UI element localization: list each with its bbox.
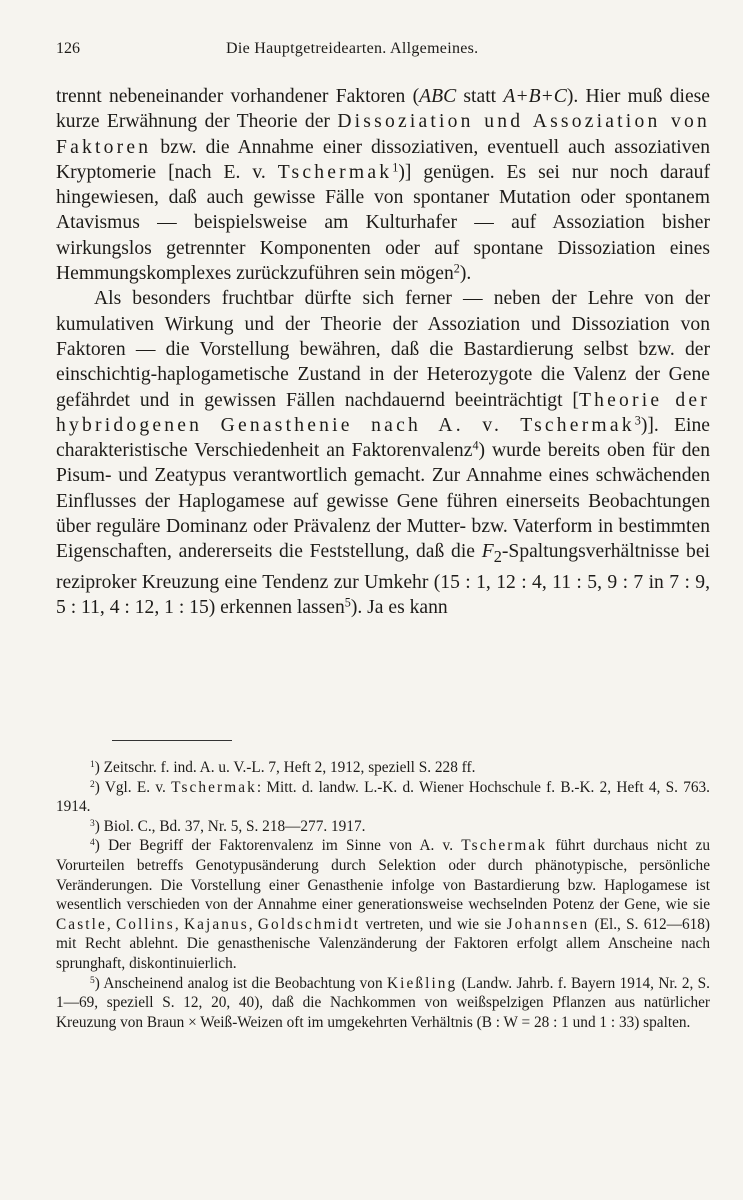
footnote-3 [56, 817, 710, 837]
paragraph-1 [56, 84, 710, 286]
footnote-mark: 5 [90, 975, 95, 986]
text: ). Ja es kann [350, 596, 448, 618]
text: (El., S. 612—618) mit Recht ablehnt. Die genasthenische Valenzänderung der Faktoren erfolgt allem Anscheine nach sprunghaft, diskontinuierlich. [56, 915, 711, 972]
text: ). [459, 263, 472, 285]
footnote-2 [56, 778, 710, 817]
text: ) Anscheinend analog ist die Beobachtung von [94, 974, 387, 992]
author-name: Castle [56, 915, 107, 933]
author-name: Johannsen [506, 915, 590, 933]
author-name: Tschermak [461, 837, 548, 855]
footnote-ref[interactable]: 4 [472, 438, 479, 453]
main-text [56, 84, 710, 620]
running-title: Die Hauptgetreidearten. Allgemeines. [226, 40, 479, 57]
text: ). Hier muß diese kurze Erwähnung der Theorie der [56, 86, 710, 133]
text: , [106, 915, 116, 933]
footnote-ref[interactable]: 2 [453, 261, 460, 276]
spaced-term: Dissoziation und Assoziation von Faktoren [56, 111, 711, 158]
text: ) wurde bereits oben für den Pisum- und Zeatypus verantwortlich gemacht. Zur Annahme eines schwächenden Einflusses der Haplogamese auf gewisse Gene führen einerseits Beobachtungen über reguläre Dominanz oder Prävalenz der Mutter- bzw. Vaterform in bestimmten Eigenschaften, andererseits die Feststellung, daß die [56, 440, 711, 563]
text: )]. Eine charakteristische Verschiedenheit an Faktorenvalenz [56, 414, 710, 462]
footnote-mark: 4 [90, 838, 95, 849]
text: )] genügen. Es sei nur noch darauf hingewiesen, daß auch gewisse Fälle von spontaner Mutation oder spontanem Atavismus — beispielsweise am Kulturhafer — auf Assoziation bisher wirkungslos getrennter Komponenten oder auf spontane Dissoziation eines Hemmungskomplexes zurückzuführen sein mögen [56, 161, 710, 285]
text: -Spaltungsverhältnisse bei reziproker Kreuzung eine Tendenz zur Umkehr (15 : 1, 12 : 4, 11 : 5, 9 : 7 in 7 : 9, 5 : 11, 4 : 12, 1 : 15) erkennen lassen [56, 541, 710, 618]
author-name: Kießling [386, 974, 458, 992]
footnote-1 [56, 758, 710, 778]
text: trennt nebeneinander vorhandener Faktoren ( [56, 86, 420, 107]
footnote-ref[interactable]: 5 [344, 595, 351, 610]
text: : Mitt. d. landw. L.-K. d. Wiener Hochschule f. B.-K. 2, Heft 4, S. 763. 1914. [56, 778, 710, 816]
text: vertreten, und wie sie [360, 915, 507, 933]
spaced-term: Theorie der hybridogenen Genasthenie nach A. v. Tschermak [56, 389, 710, 436]
formula-a-b-c: A+B+C [503, 86, 567, 107]
author-name: Tschermak [277, 161, 393, 183]
formula-abc: ABC [419, 86, 457, 107]
author-name: Kajanus [183, 915, 249, 933]
footnote-ref[interactable]: 1 [392, 160, 399, 175]
paragraph-2 [56, 286, 710, 620]
page-header [56, 40, 691, 64]
text: , [248, 915, 258, 933]
author-name: Collins [115, 915, 175, 933]
footnote-ref[interactable]: 3 [634, 413, 641, 428]
text: Als besonders fruchtbar dürfte sich ferner — neben der Lehre von der kumulativen Wirkung und der Theorie der Assoziation und Dissoziation von Faktoren — die Vorstellung bewähren, daß die Bastardierung selbst bzw. der einschichtig-haplogametische Zustand in der Heterozygote die Valenz der Gene gefährdet und in gewissen Fällen nachdauernd beeinträchtigt [ [56, 288, 710, 411]
subscript: 2 [493, 547, 502, 567]
text: ) Vgl. E. v. [94, 778, 172, 796]
text: bzw. die Annahme einer dissoziativen, eventuell auch assoziativen Kryptomerie [nach E. v. [56, 136, 710, 183]
footnote-mark: 1 [90, 759, 95, 770]
formula-f2: F [481, 541, 494, 563]
text: ) Biol. C., Bd. 37, Nr. 5, S. 218—277. 1917. [94, 817, 366, 835]
footnote-divider [112, 740, 232, 741]
author-name: Tschermak [171, 778, 257, 796]
text: , [174, 915, 184, 933]
text: ) Der Begriff der Faktorenvalenz im Sinne von A. v. [94, 837, 462, 855]
text: statt [456, 86, 504, 107]
footnote-mark: 2 [90, 779, 95, 790]
footnotes [56, 758, 710, 1032]
author-name: Goldschmidt [257, 915, 361, 933]
footnote-4 [56, 836, 710, 973]
text: ) Zeitschr. f. ind. A. u. V.-L. 7, Heft 2, 1912, speziell S. 228 ff. [94, 759, 476, 776]
footnote-mark: 3 [90, 818, 95, 829]
text: führt durchaus nicht zu Vorurteilen betreffs Genotypusänderung durch Selektion oder durch phänotypische, persönliche Veränderungen. Die Vorstellung einer Genasthenie infolge von Bastardierung bzw. Haplogamese ist wesentlich verschieden von der Annahme einer generationsweise wechselnden Potenz der Gene, wie sie [56, 837, 710, 914]
footnote-5 [56, 974, 710, 1033]
text: (Landw. Jahrb. f. Bayern 1914, Nr. 2, S. 1—69, speziell S. 12, 20, 40), daß die Nachkommen von weißspelzigen Pflanzen aus natürlicher Kreuzung von Braun × Weiß-Weizen oft im umgekehrten Verhältnis (B : W = 28 : 1 und 1 : 33) spalten. [56, 974, 711, 1031]
page-number: 126 [56, 40, 80, 57]
